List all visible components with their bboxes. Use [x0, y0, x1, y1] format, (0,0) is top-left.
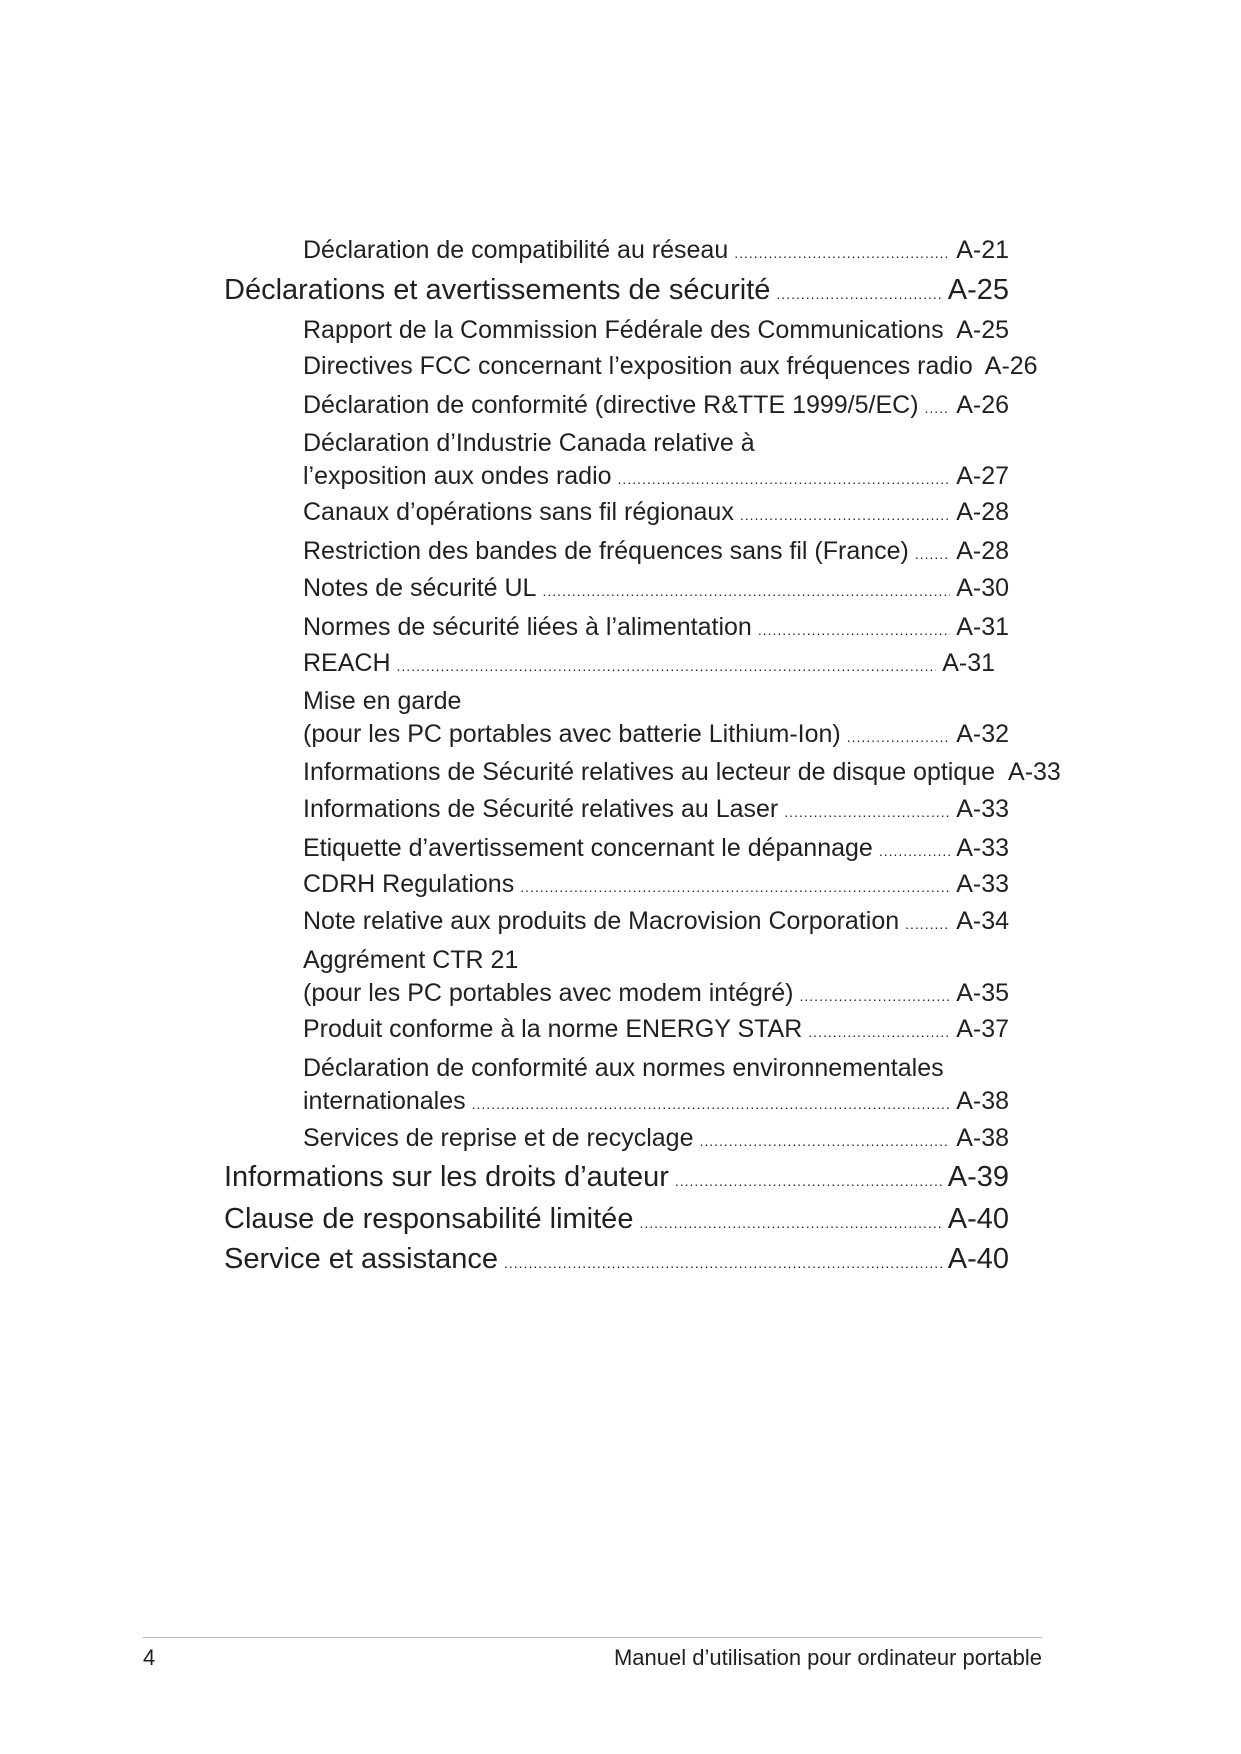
- toc-entry-page: A-33: [1008, 758, 1061, 786]
- toc-entry[interactable]: [303, 1126, 1009, 1151]
- dot-leader: [808, 1025, 950, 1039]
- toc-entry-page: A-39: [947, 1161, 1009, 1193]
- dot-leader: [639, 1216, 941, 1230]
- dot-leader: [758, 623, 950, 637]
- toc-entry-title: Informations de Sécurité relatives au lecteur de disque optique: [303, 758, 996, 786]
- dot-leader: [618, 472, 951, 486]
- toc-entry-title: Rapport de la Commission Fédérale des Communications: [303, 316, 944, 344]
- toc-entry-title: Informations de Sécurité relatives au Laser: [303, 795, 779, 823]
- toc-entry-page: A-40: [947, 1203, 1009, 1235]
- toc-section-entry[interactable]: [224, 1163, 1009, 1192]
- toc-entry[interactable]: [303, 651, 995, 676]
- toc-entry[interactable]: [303, 722, 1009, 747]
- toc-section-entry[interactable]: [224, 1245, 1009, 1274]
- toc-entry-title-line: Déclaration de conformité aux normes environnementales: [303, 1054, 944, 1082]
- toc-entry-page: A-40: [947, 1243, 1009, 1275]
- dot-leader: [675, 1174, 942, 1188]
- toc-entry[interactable]: [303, 1089, 1009, 1114]
- toc-section-entry[interactable]: [224, 1205, 1009, 1234]
- footer-page-number: 4: [143, 1645, 156, 1670]
- toc-entry[interactable]: [303, 352, 1038, 380]
- toc-entry[interactable]: [303, 909, 1009, 934]
- dot-leader: [776, 287, 941, 301]
- toc-entry-title-line: Déclaration d’Industrie Canada relative à: [303, 429, 755, 457]
- dot-leader: [847, 730, 950, 744]
- toc-entry-title: Etiquette d’avertissement concernant le dépannage: [303, 834, 873, 862]
- toc-entry-page: A-26: [984, 352, 1038, 380]
- toc-entry-page: A-26: [956, 391, 1009, 419]
- toc-entry-page: A-33: [956, 870, 1009, 898]
- toc-entry-title: Notes de sécurité UL: [303, 574, 537, 602]
- toc-entry-title: Service et assistance: [224, 1243, 499, 1275]
- toc-entry[interactable]: [303, 615, 1009, 640]
- toc-entry-title: Restriction des bandes de fréquences sans fil (France): [303, 537, 909, 565]
- toc-entry[interactable]: [303, 464, 1009, 489]
- toc-entry-page: A-25: [947, 274, 1009, 306]
- toc-entry[interactable]: [303, 576, 1009, 601]
- dot-leader: [905, 917, 950, 931]
- toc-entry-title: (pour les PC portables avec modem intégré): [303, 979, 794, 1007]
- toc-entry-page: A-28: [956, 498, 1009, 526]
- toc-entry-title: Déclaration de conformité (directive R&TTE 1999/5/EC): [303, 391, 919, 419]
- toc-entry-page: A-28: [956, 537, 1009, 565]
- dot-leader: [925, 401, 951, 415]
- toc-entry-title: l’exposition aux ondes radio: [303, 462, 612, 490]
- toc-entry[interactable]: [303, 1017, 1009, 1042]
- dot-leader: [800, 989, 951, 1003]
- dot-leader: [915, 547, 950, 561]
- toc-entry[interactable]: [303, 318, 1009, 343]
- toc-entry[interactable]: [303, 393, 1009, 418]
- footer-document-title: Manuel d’utilisation pour ordinateur portable: [613, 1645, 1042, 1670]
- toc-entry[interactable]: [303, 760, 1061, 785]
- toc-entry[interactable]: [303, 797, 1009, 822]
- toc-entry[interactable]: [303, 872, 1009, 897]
- toc-entry-page: A-21: [956, 236, 1009, 264]
- toc-entry[interactable]: [303, 836, 1009, 861]
- toc-entry[interactable]: [303, 981, 1009, 1006]
- toc-entry-page: A-31: [956, 613, 1009, 641]
- toc-entry-page: A-38: [956, 1124, 1009, 1152]
- dot-leader: [504, 1256, 942, 1270]
- toc-entry-title: Déclarations et avertissements de sécurité: [224, 274, 771, 306]
- footer-divider: [143, 1637, 1042, 1638]
- dot-leader: [472, 1097, 951, 1111]
- toc-entry-title: Informations sur les droits d’auteur: [224, 1161, 669, 1193]
- toc-entry[interactable]: [303, 539, 1009, 564]
- toc-entry[interactable]: [303, 238, 1009, 263]
- dot-leader: [740, 508, 950, 522]
- toc-entry-title: CDRH Regulations: [303, 870, 515, 898]
- toc-entry-title: Directives FCC concernant l’exposition aux fréquences radio: [303, 352, 973, 380]
- dot-leader: [950, 326, 951, 340]
- toc-entry-page: A-37: [956, 1015, 1009, 1043]
- toc-entry-title: REACH: [303, 649, 391, 677]
- dot-leader: [520, 880, 950, 894]
- toc-entry-page: A-31: [942, 649, 995, 677]
- dot-leader: [542, 584, 950, 598]
- dot-leader: [879, 844, 950, 858]
- toc-entry-page: A-25: [956, 316, 1009, 344]
- toc-entry-title: Services de reprise et de recyclage: [303, 1124, 694, 1152]
- toc-section-entry[interactable]: [224, 276, 1009, 305]
- toc-entry[interactable]: [303, 500, 1009, 525]
- toc-entry-title: internationales: [303, 1087, 466, 1115]
- toc-entry-title-line: Mise en garde: [303, 687, 462, 715]
- toc-entry-title: Déclaration de compatibilité au réseau: [303, 236, 729, 264]
- dot-leader: [734, 246, 950, 260]
- toc-entry-title: Normes de sécurité liées à l’alimentation: [303, 613, 752, 641]
- toc-entry-title: Canaux d’opérations sans fil régionaux: [303, 498, 734, 526]
- toc-entry-page: A-33: [956, 834, 1009, 862]
- dot-leader: [784, 805, 950, 819]
- toc-entry-title: Note relative aux produits de Macrovision Corporation: [303, 907, 900, 935]
- toc-entry-title: Clause de responsabilité limitée: [224, 1203, 634, 1235]
- toc-entry-page: A-30: [956, 574, 1009, 602]
- toc-entry-page: A-34: [956, 907, 1009, 935]
- toc-entry-page: A-32: [956, 720, 1009, 748]
- toc-entry-page: A-35: [956, 979, 1009, 1007]
- toc-entry-page: A-33: [956, 795, 1009, 823]
- dot-leader: [699, 1134, 950, 1148]
- toc-entry-title: Produit conforme à la norme ENERGY STAR: [303, 1015, 803, 1043]
- dot-leader: [397, 659, 937, 673]
- toc-entry-page: A-27: [956, 462, 1009, 490]
- toc-entry-page: A-38: [956, 1087, 1009, 1115]
- toc-entry-title-line: Aggrément CTR 21: [303, 946, 519, 974]
- toc-entry-title: (pour les PC portables avec batterie Lithium-Ion): [303, 720, 841, 748]
